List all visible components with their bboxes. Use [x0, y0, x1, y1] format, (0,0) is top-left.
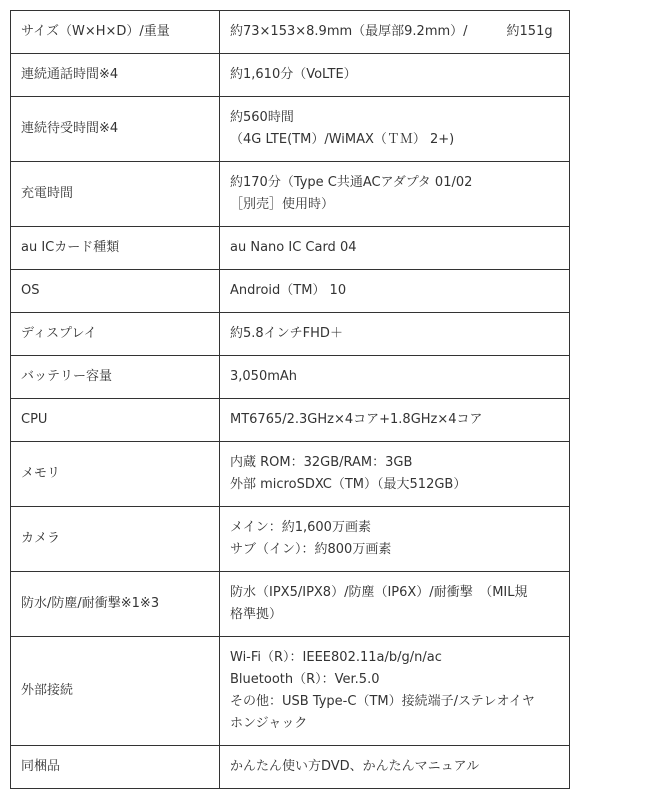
spec-value-line: 外部 microSDXC（TM）（最大512GB）: [230, 477, 467, 492]
spec-value: [220, 54, 570, 97]
spec-value-line: かんたん使い方DVD、かんたんマニュアル: [230, 759, 480, 774]
table-row: [11, 313, 570, 356]
table-row: [11, 162, 570, 227]
spec-value-line: 約560時間: [230, 110, 294, 125]
spec-value-line: Android（TM） 10: [230, 283, 347, 298]
spec-value-line: ホンジャック: [230, 716, 308, 731]
spec-value: [220, 507, 570, 572]
spec-value: [220, 746, 570, 789]
spec-value: [220, 356, 570, 399]
table-row: [11, 270, 570, 313]
spec-value-line: 格準拠）: [230, 607, 283, 622]
spec-value-line: 約73×153×8.9mm（最厚部9.2mm）/ 約151g: [230, 24, 553, 39]
spec-label: CPU: [11, 399, 220, 442]
spec-value-line: au Nano IC Card 04: [230, 240, 357, 255]
spec-value-line: 内蔵 ROM：32GB/RAM：3GB: [230, 455, 413, 470]
spec-value-line: メイン：約1,600万画素: [230, 520, 371, 535]
spec-value-line: 3,050mAh: [230, 369, 298, 384]
spec-value: [220, 11, 570, 54]
spec-label: 充電時間: [11, 162, 220, 227]
spec-value-line: 約170分（Type C共通ACアダプタ 01/02: [230, 175, 473, 190]
spec-label: OS: [11, 270, 220, 313]
spec-value-line: 防水（IPX5/IPX8）/防塵（IP6X）/耐衝撃 （MIL規: [230, 585, 528, 600]
table-row: [11, 637, 570, 746]
table-row: [11, 11, 570, 54]
spec-value-line: Wi-Fi（R）：IEEE802.11a/b/g/n/ac: [230, 650, 442, 665]
spec-value: [220, 572, 570, 637]
spec-value-line: 約1,610分（VoLTE）: [230, 67, 357, 82]
spec-value: [220, 313, 570, 356]
spec-value: [220, 270, 570, 313]
spec-label: ディスプレイ: [11, 313, 220, 356]
table-row: [11, 572, 570, 637]
spec-value: [220, 162, 570, 227]
table-row: [11, 399, 570, 442]
spec-label: 同梱品: [11, 746, 220, 789]
spec-label: カメラ: [11, 507, 220, 572]
spec-value: [220, 227, 570, 270]
table-row: [11, 442, 570, 507]
spec-label: 外部接続: [11, 637, 220, 746]
table-row: [11, 227, 570, 270]
spec-value-line: サブ（イン）：約800万画素: [230, 542, 392, 557]
spec-value-line: MT6765/2.3GHz×4コア+1.8GHz×4コア: [230, 412, 483, 427]
table-row: [11, 54, 570, 97]
spec-table: [10, 10, 570, 789]
spec-label: 防水/防塵/耐衝撃※1※3: [11, 572, 220, 637]
table-row: [11, 746, 570, 789]
spec-value-line: Bluetooth（R）：Ver.5.0: [230, 672, 380, 687]
spec-value-line: その他：USB Type-C（TM）接続端子/ステレオイヤ: [230, 694, 535, 709]
spec-label: サイズ（W×H×D）/重量: [11, 11, 220, 54]
spec-value: [220, 97, 570, 162]
table-row: [11, 507, 570, 572]
spec-label: バッテリー容量: [11, 356, 220, 399]
spec-label: 連続待受時間※4: [11, 97, 220, 162]
spec-label: au ICカード種類: [11, 227, 220, 270]
table-row: [11, 97, 570, 162]
table-row: [11, 356, 570, 399]
spec-value: [220, 399, 570, 442]
spec-label: 連続通話時間※4: [11, 54, 220, 97]
spec-value-line: ［別売］使用時）: [230, 197, 335, 212]
spec-value: [220, 637, 570, 746]
spec-value-line: （4G LTE(TM）/WiMAX（ＴＭ） 2+): [230, 132, 455, 147]
spec-value: [220, 442, 570, 507]
spec-value-line: 約5.8インチFHD＋: [230, 326, 343, 341]
spec-label: メモリ: [11, 442, 220, 507]
